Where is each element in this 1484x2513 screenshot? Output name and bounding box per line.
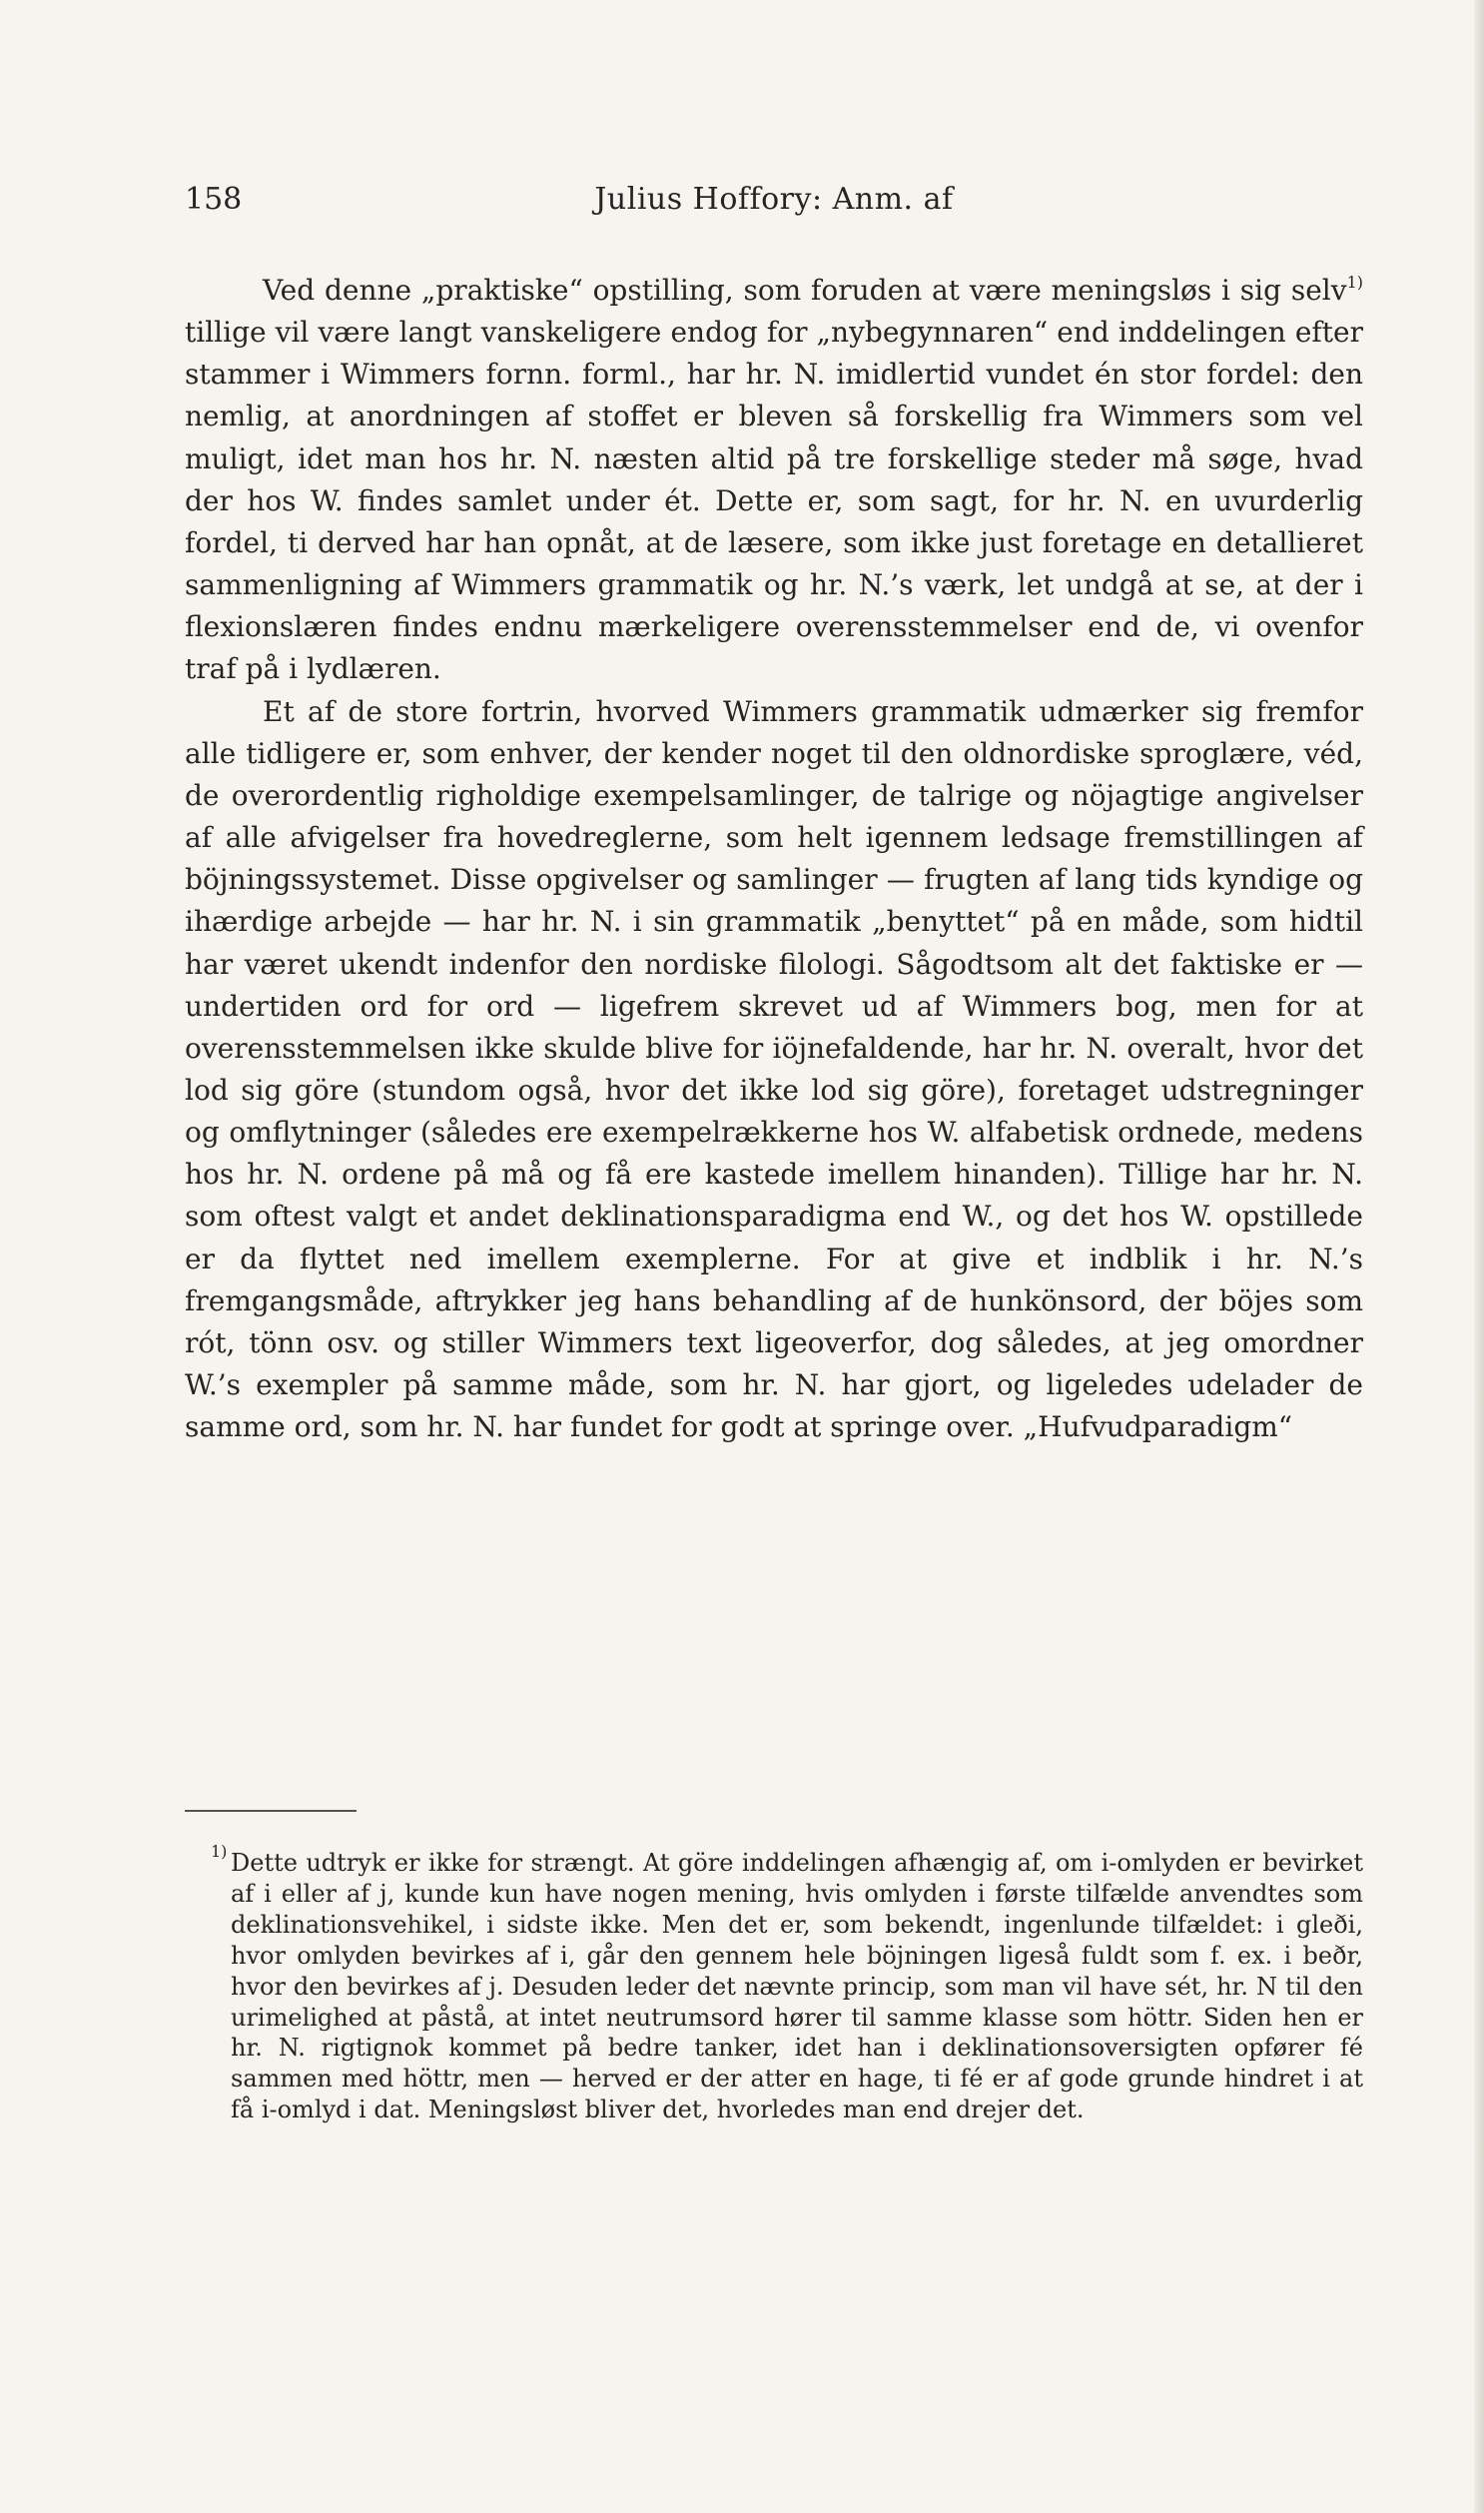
page-header (185, 180, 1363, 220)
page-number: 158 (185, 182, 243, 217)
paragraph (185, 691, 1363, 1449)
footnote-text: Dette udtryk er ikke for strængt. At göre inddelingen afhængig af, om i-omlyden er bevirket af i eller af j, kunde kun have nogen mening, hvis omlyden i første tilfælde anvendtes som deklinationsvehikel, i sidste ikke. Men det er, som bekendt, ingenlunde tilfældet: i gleði, hvor omlyden bevirkes af i, går den gennem hele böjningen ligeså fuldt som f. ex. i beðr, hvor den bevirkes af j. Desuden leder det nævnte princip, som man vil have sét, hr. N til den urimelighed at påstå, at intet neutrumsord hører til samme klasse som höttr. Siden hen er hr. N. rigtignok kommet på bedre tanker, idet han i deklinationsoversigten opfører fé sammen med höttr, men — herved er der atter en hage, ti fé er af gode grunde hindret i at få i-omlyd i dat. Meningsløst bliver det, hvorledes man end drejer det. (231, 1849, 1363, 2124)
paragraph (185, 270, 1363, 691)
footnote (185, 1842, 1363, 2125)
main-text (185, 270, 1363, 1448)
paragraph-text: Et af de store fortrin, hvorved Wimmers grammatik udmærker sig fremfor alle tidligere er, som enhver, der kender noget til den oldnordiske sproglære, véd, de overordentlig righoldige exempelsamlinger, de talrige og nöjagtige angivelser af alle afvigelser fra hovedreglerne, som helt igennem ledsage fremstillingen af böjningssystemet. Disse opgivelser og samlinger — frugten af lang tids kyndige og ihærdige arbejde — har hr. N. i sin grammatik „benyttet“ på en måde, som hidtil har været ukendt indenfor den nordiske filologi. Sågodtsom alt det faktiske er — undertiden ord for ord — ligefrem skrevet ud af Wimmers bog, men for at overensstemmelsen ikke skulde blive for iöjnefaldende, har hr. N. overalt, hvor det lod sig göre (stundom også, hvor det ikke lod sig göre), foretaget udstregninger og omflytninger (således ere exempelrækkerne hos W. alfabetisk ordnede, medens hos hr. N. ordene på må og få ere kastede imellem hinanden). Tillige har hr. N. som oftest valgt et andet deklinationsparadigma end W., og det hos W. opstillede er da flyttet ned imellem exemplerne. For at give et indblik i hr. N.’s fremgangsmåde, aftrykker jeg hans behandling af de hunkönsord, der böjes som rót, tönn osv. og stiller Wimmers text ligeoverfor, dog således, at jeg omordner W.’s exempler på samme måde, som hr. N. har gjort, og ligeledes udelader de samme ord, som hr. N. har fundet for godt at springe over. „Hufvudparadigm“ (185, 694, 1363, 1444)
running-title: Julius Hoffory: Anm. af (594, 182, 954, 217)
footnote-rule (185, 1810, 357, 1812)
page-edge (1474, 0, 1484, 2513)
footnote-marker: 1) (211, 1842, 228, 1861)
footnote-reference: 1) (1346, 273, 1363, 292)
footnote-paragraph (185, 1842, 1363, 2125)
paragraph-text: Ved denne „praktiske“ opstilling, som foruden at være meningsløs i sig selv$^{1)}$ tillige vil være langt vanskeligere endog for „nybegynnaren“ end inddelingen efter stammer i Wimmers fornn. forml., har hr. N. imidlertid vundet én stor fordel: den nemlig, at anordningen af stoffet er bleven så forskellig fra Wimmers som vel muligt, idet man hos hr. N. næsten altid på tre forskellige steder må søge, hvad der hos W. findes samlet under ét. Dette er, som sagt, for hr. N. en uvurderlig fordel, ti derved har han opnåt, at de læsere, som ikke just foretage en detallieret sammenligning af Wimmers grammatik og hr. N.’s værk, let undgå at se, at der i flexionslæren findes endnu mærkeligere overensstemmelser end de, vi ovenfor traf på i lydlæren. (185, 273, 1363, 686)
